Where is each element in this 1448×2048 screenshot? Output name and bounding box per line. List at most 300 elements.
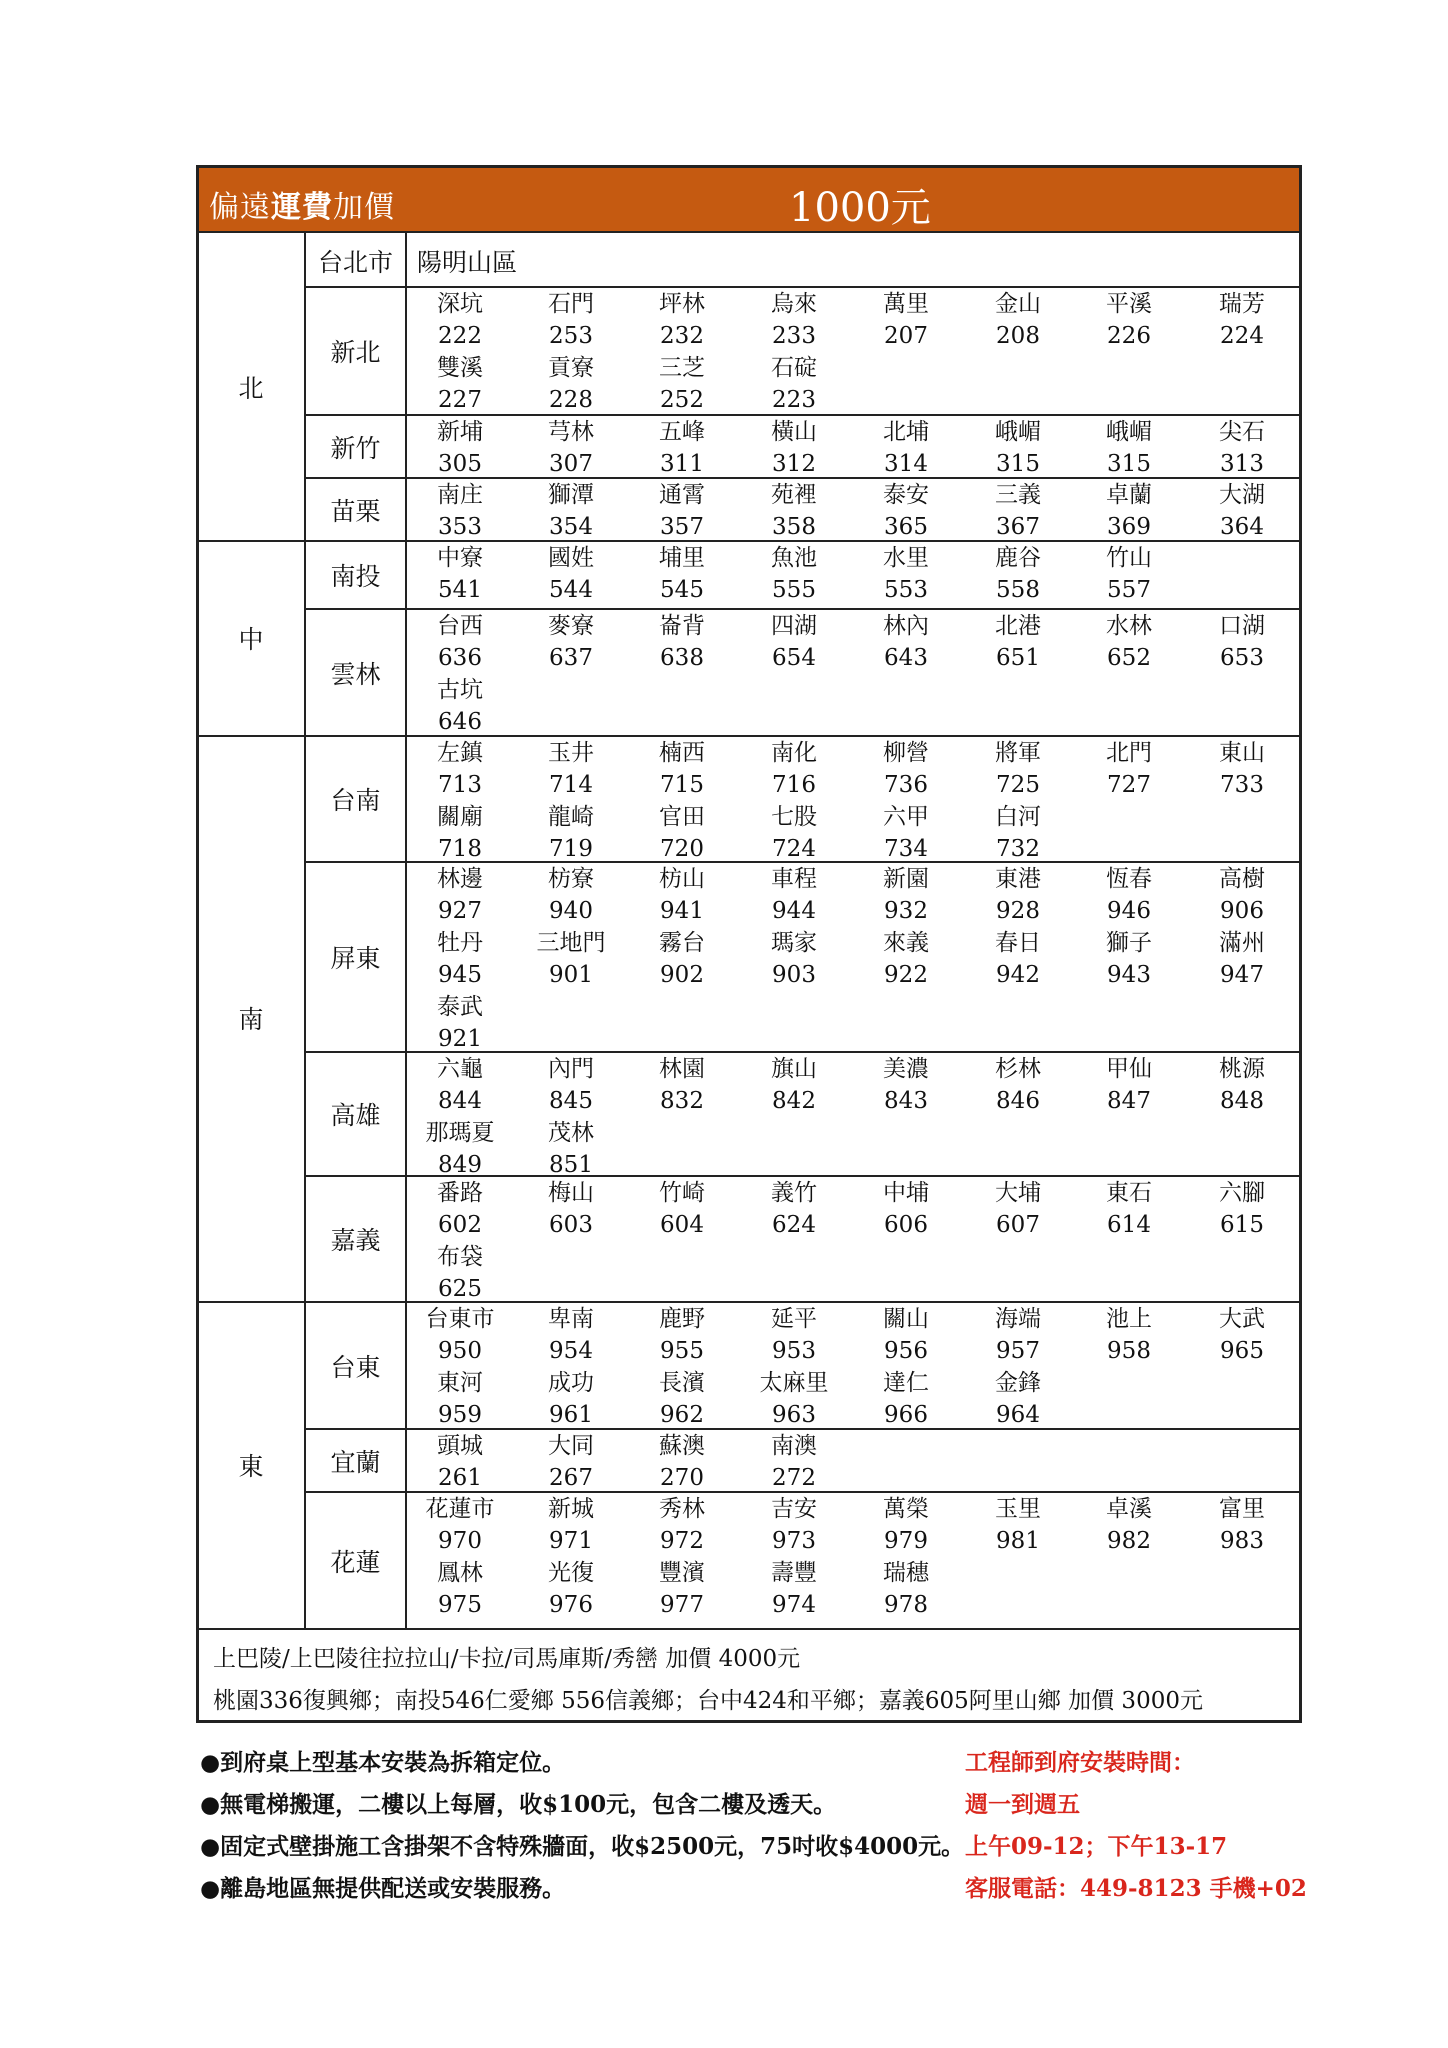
postal-code: 734 [884, 836, 928, 862]
district-name: 左鎮 [437, 740, 483, 766]
district-name: 北港 [995, 613, 1041, 639]
district-name: 番路 [437, 1180, 483, 1206]
district-name: 大湖 [1219, 482, 1265, 508]
postal-code: 978 [884, 1592, 928, 1618]
district-name: 光復 [548, 1560, 594, 1586]
district-cell [850, 479, 962, 543]
district-name: 楠西 [659, 740, 705, 766]
postal-code: 315 [996, 451, 1040, 477]
district-name: 新埔 [437, 419, 483, 445]
district-cell [626, 1053, 738, 1117]
district-cell [626, 927, 738, 991]
postal-code: 624 [772, 1212, 816, 1238]
postal-code: 970 [438, 1528, 482, 1554]
footer-line-2: 桃園336復興鄉；南投546仁愛鄉 556信義鄉；台中424和平鄉；嘉義605阿里山鄉 加價 3000元 [213, 1688, 1203, 1714]
district-cell [515, 863, 627, 927]
postal-code: 357 [660, 514, 704, 540]
district-name: 新城 [548, 1496, 594, 1522]
district-name: 水里 [883, 545, 929, 571]
postal-code: 901 [549, 962, 593, 988]
postal-code: 725 [996, 772, 1040, 798]
district-cell [738, 288, 850, 352]
district-cell [626, 1557, 738, 1621]
district-cell [404, 479, 516, 543]
postal-code: 720 [660, 836, 704, 862]
postal-code: 972 [660, 1528, 704, 1554]
postal-code: 714 [549, 772, 593, 798]
district-cell [404, 1367, 516, 1431]
district-name: 石門 [548, 291, 594, 317]
postal-code: 364 [1220, 514, 1264, 540]
district-name: 梅山 [548, 1180, 594, 1206]
district-name: 池上 [1106, 1306, 1152, 1332]
postal-code: 944 [772, 898, 816, 924]
district-name: 瑞芳 [1219, 291, 1265, 317]
postal-code: 715 [660, 772, 704, 798]
postal-code: 942 [996, 962, 1040, 988]
postal-code: 369 [1107, 514, 1151, 540]
district-cell [626, 352, 738, 416]
district-cell [962, 737, 1074, 801]
postal-code: 232 [660, 323, 704, 349]
district-name: 新園 [883, 866, 929, 892]
district-cell [1073, 1053, 1185, 1117]
district-name: 美濃 [883, 1056, 929, 1082]
district-name: 台東市 [425, 1306, 495, 1332]
postal-code: 636 [438, 645, 482, 671]
district-cell [850, 610, 962, 674]
postal-code: 953 [772, 1338, 816, 1364]
service-title: 工程師到府安裝時間： [965, 1749, 1195, 1776]
postal-code: 724 [772, 836, 816, 862]
district-cell [850, 1367, 962, 1431]
district-cell [1186, 1303, 1298, 1367]
district-name: 卓蘭 [1106, 482, 1152, 508]
note-item: ●到府桌上型基本安裝為拆箱定位。 [200, 1749, 566, 1776]
postal-code: 832 [660, 1088, 704, 1114]
postal-code: 228 [549, 387, 593, 413]
district-name: 魚池 [771, 545, 817, 571]
district-cell [962, 863, 1074, 927]
postal-code: 233 [772, 323, 816, 349]
district-name: 峨嵋 [1106, 419, 1152, 445]
district-name: 太麻里 [759, 1370, 829, 1396]
district-name: 雙溪 [437, 355, 483, 381]
county-label: 雲林 [330, 659, 381, 689]
postal-code: 606 [884, 1212, 928, 1238]
district-name: 大埔 [995, 1180, 1041, 1206]
district-cell [738, 1177, 850, 1241]
district-cell [962, 1303, 1074, 1367]
postal-code: 637 [549, 645, 593, 671]
district-cell [1186, 1177, 1298, 1241]
district-cell [404, 1303, 516, 1367]
district-cell [1073, 927, 1185, 991]
district-name: 蘇澳 [659, 1433, 705, 1459]
note-item: ●無電梯搬運，二樓以上每層，收$100元，包含二樓及透天。 [200, 1791, 837, 1818]
district-cell [515, 610, 627, 674]
district-cell [962, 927, 1074, 991]
postal-code: 733 [1220, 772, 1264, 798]
postal-code: 226 [1107, 323, 1151, 349]
district-cell [626, 542, 738, 606]
postal-code: 314 [884, 451, 928, 477]
postal-code: 651 [996, 645, 1040, 671]
district-cell [515, 1367, 627, 1431]
district-cell [1186, 1493, 1298, 1557]
district-name: 豐濱 [659, 1560, 705, 1586]
district-name: 林邊 [437, 866, 483, 892]
district-name: 六龜 [437, 1056, 483, 1082]
postal-code: 975 [438, 1592, 482, 1618]
district-cell [1186, 863, 1298, 927]
district-name: 中寮 [437, 545, 483, 571]
district-cell [626, 1493, 738, 1557]
district-cell [962, 1177, 1074, 1241]
postal-code: 653 [1220, 645, 1264, 671]
note-item: ●固定式壁掛施工含掛架不含特殊牆面，收$2500元，75吋收$4000元。 [200, 1833, 965, 1860]
district-name: 車程 [771, 866, 817, 892]
postal-code: 267 [549, 1465, 593, 1491]
postal-code: 719 [549, 836, 593, 862]
district-cell [626, 1303, 738, 1367]
district-cell [515, 1493, 627, 1557]
district-cell [738, 1557, 850, 1621]
district-cell [1073, 288, 1185, 352]
district-name: 獅潭 [548, 482, 594, 508]
district-cell [850, 1557, 962, 1621]
postal-code: 843 [884, 1088, 928, 1114]
postal-code: 954 [549, 1338, 593, 1364]
district-name: 三芝 [659, 355, 705, 381]
district-cell [962, 801, 1074, 865]
district-name: 甲仙 [1106, 1056, 1152, 1082]
postal-code: 932 [884, 898, 928, 924]
county-label: 苗栗 [330, 496, 381, 526]
district-name: 滿州 [1219, 930, 1265, 956]
district-cell [626, 288, 738, 352]
district-cell [515, 288, 627, 352]
district-cell [850, 1303, 962, 1367]
postal-code: 851 [549, 1152, 593, 1178]
district-cell [850, 288, 962, 352]
district-name: 台西 [437, 613, 483, 639]
district-cell [404, 1117, 516, 1181]
district-cell [404, 991, 516, 1055]
district-cell [515, 737, 627, 801]
postal-code: 983 [1220, 1528, 1264, 1554]
header-price: 1000元 [789, 185, 931, 231]
postal-code: 846 [996, 1088, 1040, 1114]
postal-code: 977 [660, 1592, 704, 1618]
postal-code: 555 [772, 577, 816, 603]
postal-code: 615 [1220, 1212, 1264, 1238]
district-cell [738, 801, 850, 865]
district-name: 玉井 [548, 740, 594, 766]
district-name: 龍崎 [548, 804, 594, 830]
district-name: 海端 [995, 1306, 1041, 1332]
district-cell [1186, 610, 1298, 674]
district-cell [404, 1430, 516, 1494]
district-name: 四湖 [771, 613, 817, 639]
district-name: 深坑 [437, 291, 483, 317]
district-name: 國姓 [548, 545, 594, 571]
district-cell [850, 542, 962, 606]
district-cell [1073, 542, 1185, 606]
district-cell [515, 479, 627, 543]
district-cell [1073, 479, 1185, 543]
postal-code: 646 [438, 709, 482, 735]
district-name: 林園 [659, 1056, 705, 1082]
postal-code: 367 [996, 514, 1040, 540]
postal-code: 974 [772, 1592, 816, 1618]
postal-code: 307 [549, 451, 593, 477]
postal-code: 849 [438, 1152, 482, 1178]
district-name: 竹山 [1106, 545, 1152, 571]
district-cell [850, 416, 962, 480]
district-cell [962, 416, 1074, 480]
county-label: 宜蘭 [330, 1447, 381, 1477]
district-name: 古坑 [437, 677, 483, 703]
district-cell [738, 416, 850, 480]
district-cell [626, 1367, 738, 1431]
postal-code: 353 [438, 514, 482, 540]
district-cell [738, 927, 850, 991]
postal-code: 311 [660, 451, 704, 477]
district-cell [626, 1430, 738, 1494]
postal-code: 928 [996, 898, 1040, 924]
postal-code: 652 [1107, 645, 1151, 671]
district-cell [515, 1430, 627, 1494]
postal-code: 945 [438, 962, 482, 988]
postal-code: 541 [438, 577, 482, 603]
district-name: 布袋 [437, 1244, 483, 1270]
postal-code: 208 [996, 323, 1040, 349]
district-cell [738, 1303, 850, 1367]
postal-code: 921 [438, 1026, 482, 1052]
district-cell [404, 801, 516, 865]
postal-code: 643 [884, 645, 928, 671]
district-cell [850, 1493, 962, 1557]
postal-code: 558 [996, 577, 1040, 603]
postal-code: 713 [438, 772, 482, 798]
postal-code: 222 [438, 323, 482, 349]
postal-code: 906 [1220, 898, 1264, 924]
postal-code: 716 [772, 772, 816, 798]
district-name: 大武 [1219, 1306, 1265, 1332]
district-cell [738, 863, 850, 927]
district-cell [850, 927, 962, 991]
district-cell [404, 1241, 516, 1305]
district-name: 水林 [1106, 613, 1152, 639]
postal-code: 959 [438, 1402, 482, 1428]
postal-code: 966 [884, 1402, 928, 1428]
postal-code: 958 [1107, 1338, 1151, 1364]
district-name: 那瑪夏 [425, 1120, 495, 1146]
postal-code: 545 [660, 577, 704, 603]
district-cell [1186, 737, 1298, 801]
district-name: 高樹 [1219, 866, 1265, 892]
district-cell [515, 1117, 627, 1181]
postal-code: 973 [772, 1528, 816, 1554]
district-cell [1073, 1493, 1185, 1557]
service-days: 週一到週五 [965, 1791, 1080, 1818]
district-name: 官田 [659, 804, 705, 830]
postal-code: 252 [660, 387, 704, 413]
district-cell [515, 1177, 627, 1241]
district-name: 竹崎 [659, 1180, 705, 1206]
district-name: 坪林 [659, 291, 705, 317]
district-cell [962, 542, 1074, 606]
district-name: 壽豐 [771, 1560, 817, 1586]
district-name: 霧台 [659, 930, 705, 956]
postal-code: 927 [438, 898, 482, 924]
postal-code: 223 [772, 387, 816, 413]
district-name: 東港 [995, 866, 1041, 892]
postal-code: 902 [660, 962, 704, 988]
district-name: 旗山 [771, 1056, 817, 1082]
postal-code: 903 [772, 962, 816, 988]
district-name: 富里 [1219, 1496, 1265, 1522]
district-name: 達仁 [883, 1370, 929, 1396]
district-name: 卑南 [548, 1306, 594, 1332]
postal-code: 544 [549, 577, 593, 603]
header-title: 偏遠運費加價 [209, 190, 395, 225]
postal-code: 842 [772, 1088, 816, 1114]
district-name: 北埔 [883, 419, 929, 445]
county-label: 高雄 [330, 1101, 381, 1130]
district-name: 麥寮 [548, 613, 594, 639]
postal-code: 941 [660, 898, 704, 924]
district-name: 將軍 [995, 740, 1041, 766]
postal-code: 253 [549, 323, 593, 349]
district-cell [738, 737, 850, 801]
district-cell [962, 1493, 1074, 1557]
postal-code: 224 [1220, 323, 1264, 349]
district-cell [515, 927, 627, 991]
postal-code: 979 [884, 1528, 928, 1554]
district-cell [404, 1493, 516, 1557]
postal-code: 963 [772, 1402, 816, 1428]
district-name: 大同 [548, 1433, 594, 1459]
district-cell [850, 1053, 962, 1117]
district-name: 平溪 [1106, 291, 1152, 317]
grid-line [304, 233, 306, 1628]
district-name: 芎林 [548, 419, 594, 445]
postal-code: 964 [996, 1402, 1040, 1428]
district-name: 內門 [548, 1056, 594, 1082]
district-name: 成功 [548, 1370, 594, 1396]
district-cell [1073, 863, 1185, 927]
district-name: 三地門 [536, 930, 606, 956]
district-cell [515, 542, 627, 606]
district-cell [1186, 416, 1298, 480]
district-name: 石碇 [771, 355, 817, 381]
district-name: 七股 [771, 804, 817, 830]
postal-code: 315 [1107, 451, 1151, 477]
postal-code: 638 [660, 645, 704, 671]
district-cell [1073, 610, 1185, 674]
postal-code: 971 [549, 1528, 593, 1554]
district-cell [1073, 416, 1185, 480]
postal-code: 604 [660, 1212, 704, 1238]
postal-code: 312 [772, 451, 816, 477]
district-cell [850, 1177, 962, 1241]
district-cell [738, 1053, 850, 1117]
postal-code: 946 [1107, 898, 1151, 924]
district-name: 獅子 [1106, 930, 1152, 956]
district-cell [515, 1557, 627, 1621]
district-cell [515, 801, 627, 865]
county-label: 新北 [330, 338, 381, 367]
district-name: 關廟 [437, 804, 483, 830]
district-name: 來義 [883, 930, 929, 956]
district-name: 金山 [995, 291, 1041, 317]
postal-code: 607 [996, 1212, 1040, 1238]
district-cell [404, 863, 516, 927]
district-name: 鹿谷 [995, 545, 1041, 571]
district-cell [962, 288, 1074, 352]
district-name: 六腳 [1219, 1180, 1265, 1206]
district-name: 東河 [437, 1370, 483, 1396]
postal-code: 922 [884, 962, 928, 988]
district-name: 鹿野 [659, 1306, 705, 1332]
district-cell [1186, 927, 1298, 991]
district-name: 崙背 [659, 613, 705, 639]
postal-code: 956 [884, 1338, 928, 1364]
district-cell [738, 1493, 850, 1557]
district-name: 卓溪 [1106, 1496, 1152, 1522]
postal-code: 962 [660, 1402, 704, 1428]
district-name: 頭城 [437, 1433, 483, 1459]
district-cell [515, 352, 627, 416]
district-cell [626, 1177, 738, 1241]
district-cell [404, 1557, 516, 1621]
district-cell [404, 416, 516, 480]
district-cell [738, 542, 850, 606]
district-name: 義竹 [771, 1180, 817, 1206]
postal-code: 950 [438, 1338, 482, 1364]
postal-code: 358 [772, 514, 816, 540]
postal-code: 943 [1107, 962, 1151, 988]
postal-code: 270 [660, 1465, 704, 1491]
postal-code: 261 [438, 1465, 482, 1491]
postal-code: 848 [1220, 1088, 1264, 1114]
district-cell [738, 1367, 850, 1431]
postal-code: 982 [1107, 1528, 1151, 1554]
postal-code: 727 [1107, 772, 1151, 798]
postal-code: 557 [1107, 577, 1151, 603]
postal-code: 981 [996, 1528, 1040, 1554]
district-cell [515, 1053, 627, 1117]
district-name: 陽明山區 [417, 247, 518, 277]
district-name: 六甲 [883, 804, 929, 830]
district-name: 埔里 [659, 545, 705, 571]
district-name: 烏來 [771, 291, 817, 317]
district-cell [515, 1303, 627, 1367]
postal-code: 207 [884, 323, 928, 349]
district-cell [962, 1367, 1074, 1431]
district-name: 枋寮 [548, 866, 594, 892]
postal-code: 847 [1107, 1088, 1151, 1114]
postal-code: 365 [884, 514, 928, 540]
district-name: 橫山 [771, 419, 817, 445]
postal-code: 227 [438, 387, 482, 413]
district-cell [738, 479, 850, 543]
postal-code: 654 [772, 645, 816, 671]
district-name: 牡丹 [437, 930, 483, 956]
district-cell [626, 863, 738, 927]
